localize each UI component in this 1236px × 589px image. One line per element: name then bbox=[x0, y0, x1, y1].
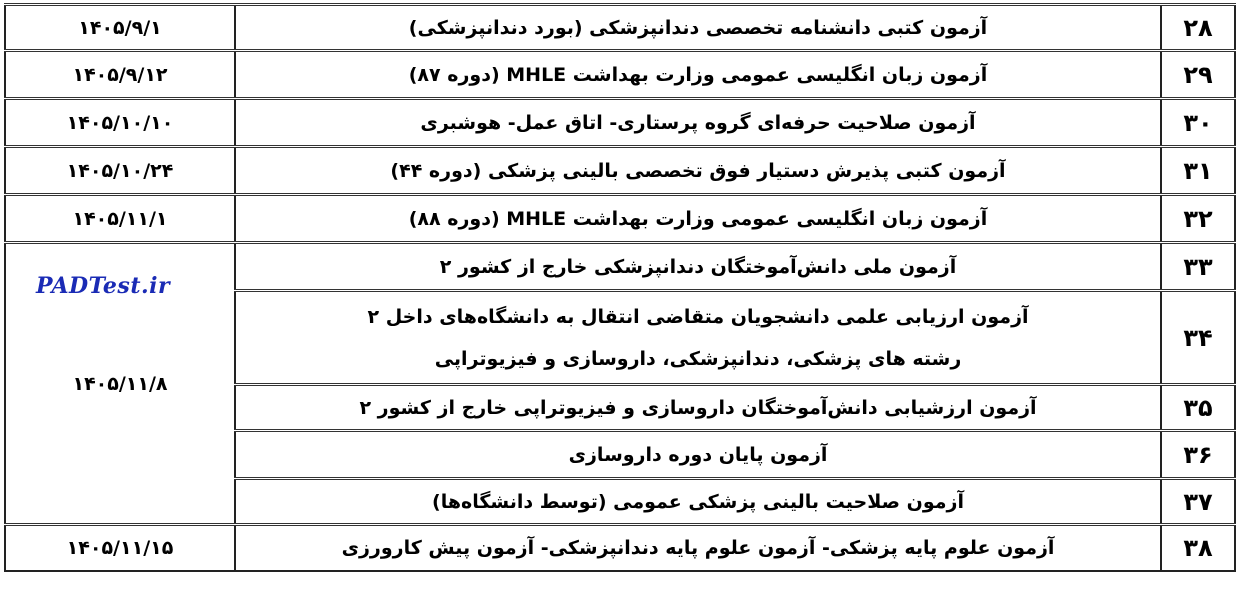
exam-title-line-2: رشته های پزشکی، دندانپزشکی، داروسازی و فیزیوتراپی bbox=[434, 347, 962, 370]
exam-title: آزمون زبان انگلیسی عمومی وزارت بهداشت MHLE (دوره ۸۸) bbox=[235, 195, 1161, 243]
row-number: ۳۴ bbox=[1161, 291, 1235, 385]
table-row bbox=[5, 5, 1235, 51]
table-row bbox=[5, 195, 1235, 243]
row-number: ۳۷ bbox=[1161, 479, 1235, 525]
exam-schedule-table bbox=[4, 3, 1236, 572]
row-number: ۲۸ bbox=[1161, 5, 1235, 51]
table-row bbox=[5, 147, 1235, 195]
row-number: ۳۰ bbox=[1161, 99, 1235, 147]
table-row bbox=[5, 243, 1235, 291]
exam-date-group: ۱۴۰۵/۱۱/۸ bbox=[5, 243, 235, 525]
row-number: ۳۵ bbox=[1161, 385, 1235, 431]
exam-date: ۱۴۰۵/۱۰/۱۰ bbox=[5, 99, 235, 147]
exam-date: ۱۴۰۵/۹/۱۲ bbox=[5, 51, 235, 99]
exam-date: ۱۴۰۵/۱۰/۲۴ bbox=[5, 147, 235, 195]
row-number: ۳۲ bbox=[1161, 195, 1235, 243]
exam-title: آزمون ملی دانش‌آموختگان دندانپزشکی خارج از کشور ۲ bbox=[235, 243, 1161, 291]
site-watermark-logo: PADTest.ir bbox=[36, 273, 171, 299]
exam-title: آزمون صلاحیت حرفه‌ای گروه پرستاری- اتاق عمل- هوشبری bbox=[235, 99, 1161, 147]
exam-date: ۱۴۰۵/۱۱/۱۵ bbox=[5, 525, 235, 571]
table-row bbox=[5, 525, 1235, 571]
exam-date: ۱۴۰۵/۱۱/۱ bbox=[5, 195, 235, 243]
exam-title: آزمون کتبی پذیرش دستیار فوق تخصصی بالینی پزشکی (دوره ۴۴) bbox=[235, 147, 1161, 195]
exam-title: آزمون علوم پایه پزشکی- آزمون علوم پایه دندانپزشکی- آزمون پیش کارورزی bbox=[235, 525, 1161, 571]
row-number: ۳۸ bbox=[1161, 525, 1235, 571]
row-number: ۳۶ bbox=[1161, 431, 1235, 479]
row-number: ۳۳ bbox=[1161, 243, 1235, 291]
row-number: ۳۱ bbox=[1161, 147, 1235, 195]
exam-title: آزمون زبان انگلیسی عمومی وزارت بهداشت MHLE (دوره ۸۷) bbox=[235, 51, 1161, 99]
exam-title-line-1: آزمون ارزیابی علمی دانشجویان متقاضی انتقال به دانشگاه‌های داخل ۲ bbox=[367, 305, 1029, 328]
row-number: ۲۹ bbox=[1161, 51, 1235, 99]
exam-title: آزمون کتبی دانشنامه تخصصی دندانپزشکی (بورد دندانپزشکی) bbox=[235, 5, 1161, 51]
exam-date: ۱۴۰۵/۹/۱ bbox=[5, 5, 235, 51]
exam-title: آزمون ارزشیابی دانش‌آموختگان داروسازی و فیزیوتراپی خارج از کشور ۲ bbox=[235, 385, 1161, 431]
table-row bbox=[5, 51, 1235, 99]
exam-title: آزمون صلاحیت بالینی پزشکی عمومی (توسط دانشگاه‌ها) bbox=[235, 479, 1161, 525]
table-row bbox=[5, 99, 1235, 147]
exam-title bbox=[235, 291, 1161, 385]
exam-title: آزمون پایان دوره داروسازی bbox=[235, 431, 1161, 479]
